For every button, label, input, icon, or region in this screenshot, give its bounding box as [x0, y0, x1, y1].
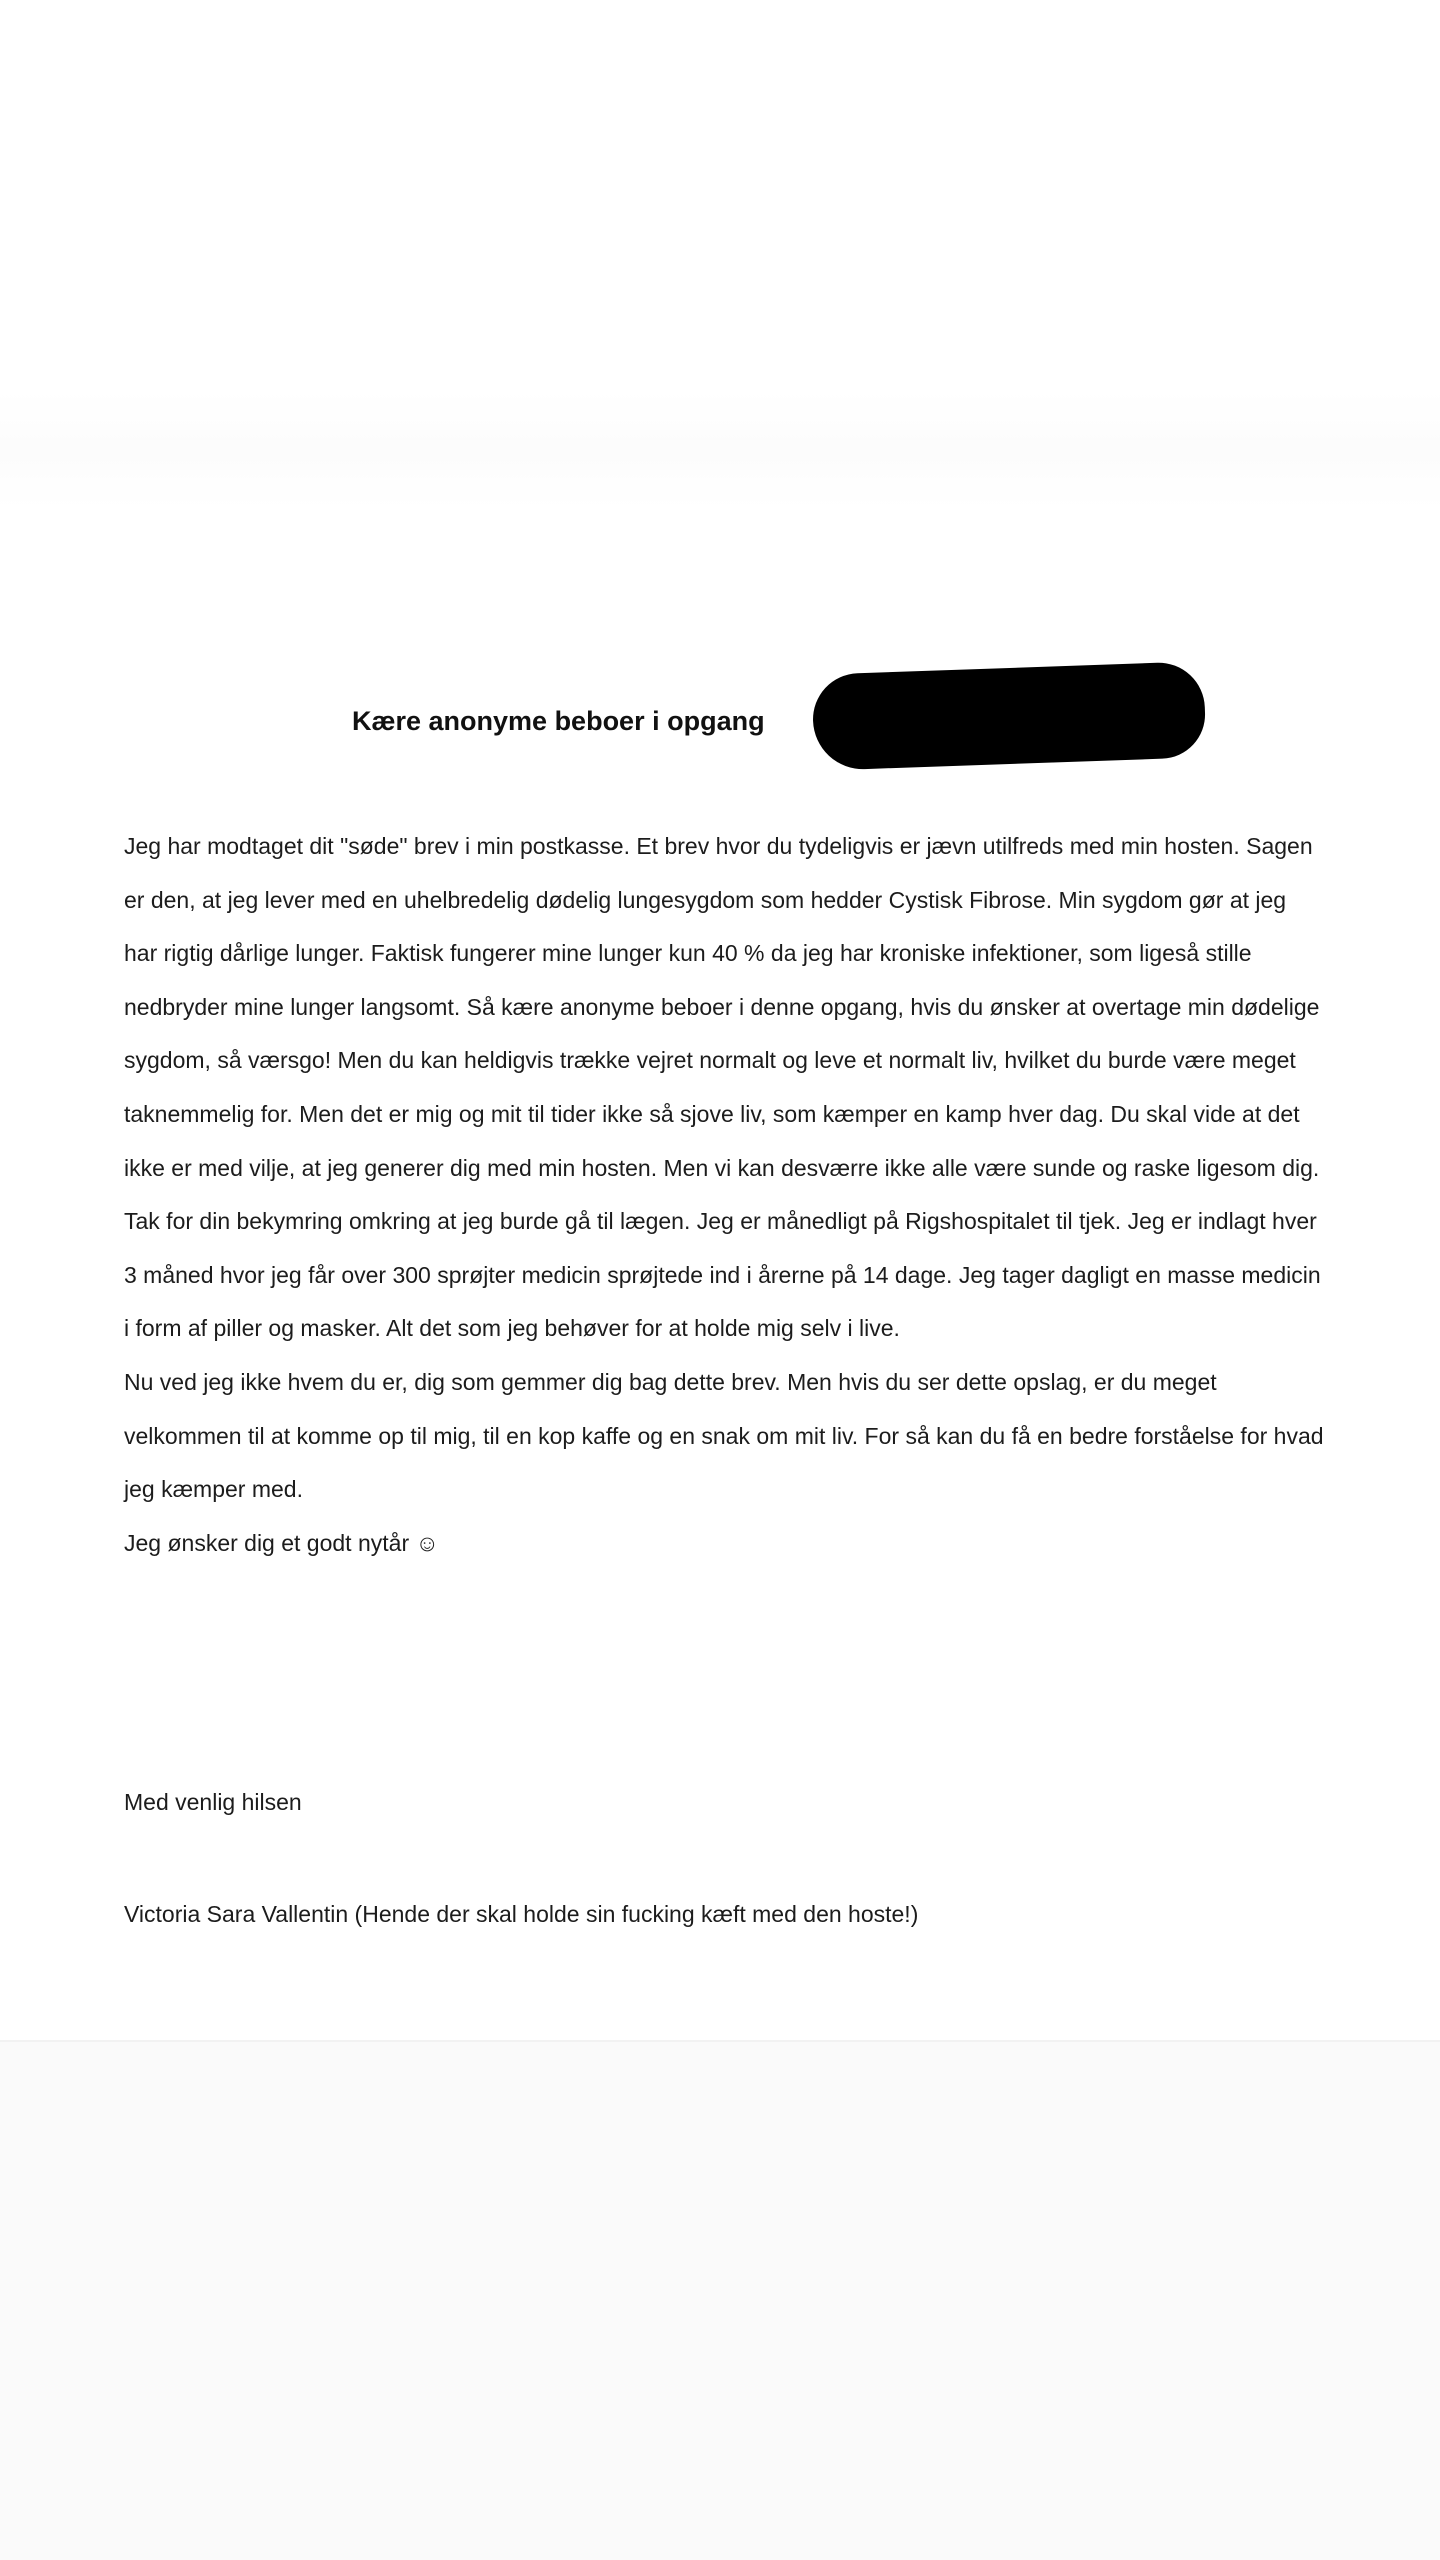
body-paragraph: Jeg ønsker dig et godt nytår ☺ [124, 1529, 439, 1556]
image-band-bottom [0, 2040, 1440, 2560]
body-paragraph: Nu ved jeg ikke hvem du er, dig som gemmer dig bag dette brev. Men hvis du ser dette opslag, er du meget velkommen til at komme op til mig, til en kop kaffe og en snak om mit liv. For så kan du få en bedre forståelse for hvad jeg kæmper med. [124, 1368, 1324, 1503]
image-band-top [0, 390, 1440, 510]
body-paragraph: Jeg har modtaget dit "søde" brev i min postkasse. Et brev hvor du tydeligvis er jævn utilfreds med min hosten. Sagen er den, at jeg lever med en uhelbredelig dødelig lungesygdom som hedder Cystisk Fibrose. Min sygdom gør at jeg har rigtig dårlige lunger. Faktisk fungerer mine lunger kun 40 % da jeg har kroniske infektioner, som ligeså stille nedbryder mine lunger langsomt. Så kære anonyme beboer i denne opgang, hvis du ønsker at overtage min dødelige sygdom, så værsgo! Men du kan heldigvis trække vejret normalt og leve et normalt liv, hvilket du burde være meget taknemmelig for. Men det er mig og mit til tider ikke så sjove liv, som kæmper en kamp hver dag. Du skal vide at det ikke er med vilje, at jeg generer dig med min hosten. Men vi kan desværre ikke alle være sunde og raske ligesom dig. [124, 833, 1320, 1181]
letter-title: Kære anonyme beboer i opgang [352, 706, 765, 736]
body-paragraph: Tak for din bekymring omkring at jeg burde gå til lægen. Jeg er månedligt på Rigshospitalet til tjek. Jeg er indlagt hver 3 måned hvor jeg får over 300 sprøjter medicin sprøjtede ind i årerne på 14 dage. Jeg tager dagligt en masse medicin i form af piller og masker. Alt det som jeg behøver for at holde mig selv i live. [124, 1208, 1321, 1342]
letter-body [124, 820, 1324, 1570]
redaction-mark [811, 661, 1206, 771]
letter-closing: Med venlig hilsen [124, 1789, 302, 1815]
letter-signature: Victoria Sara Vallentin (Hende der skal holde sin fucking kæft med den hoste!) [124, 1901, 919, 1927]
